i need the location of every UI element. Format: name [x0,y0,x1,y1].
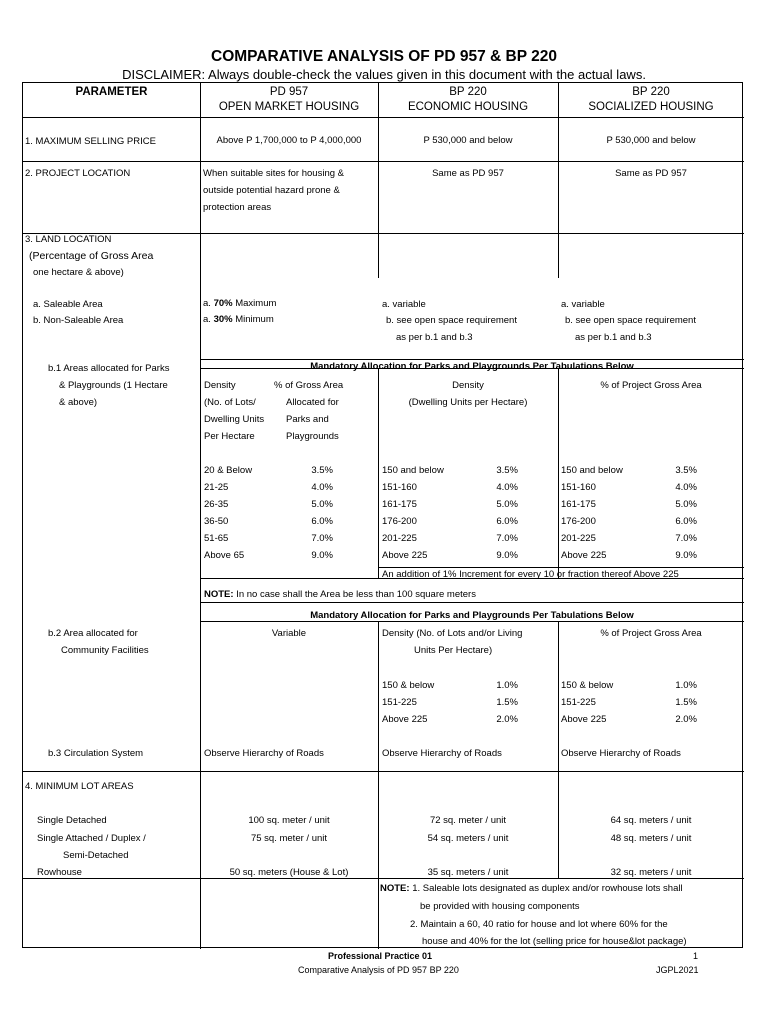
parks-pd957-head-density: Per Hectare [204,431,255,442]
parks-pd957-head-pct: % of Gross Area [274,380,344,391]
lots-note: NOTE: 1. Saleable lots designated as duplex and/or rowhouse lots shall [380,883,683,894]
circulation-label: b.3 Circulation System [48,748,144,759]
community-label: Community Facilities [61,645,149,656]
project-location-socialized: Same as PD 957 [615,168,687,179]
parks-socialized-density: 161-175 [561,499,596,510]
parks-pd957-head-pct: Playgrounds [286,431,339,442]
header-socialized-law: BP 220 [632,86,670,98]
parks-pd957-head-pct: Allocated for [286,397,339,408]
community-socialized-density: 151-225 [561,697,596,708]
parks-pd957-density: Above 65 [204,550,245,561]
parks-socialized-density: 201-225 [561,533,596,544]
lots-economic-attached: 54 sq. meters / unit [427,833,509,844]
parks-economic-density: 161-175 [382,499,417,510]
socialized-nonsaleable: b. see open space requirement [565,315,696,326]
lots-semi-detached: Semi-Detached [63,850,129,861]
parks-pd957-density: 21-25 [204,482,229,493]
project-location-pd957-line: When suitable sites for housing & [203,168,344,179]
community-socialized-pct: 2.0% [675,714,697,725]
parks-socialized-density: 176-200 [561,516,596,527]
header-pd957-law: PD 957 [269,86,309,98]
parks-pd957-pct: 3.5% [311,465,333,476]
lots-single-attached: Single Attached / Duplex / [37,833,146,844]
nonsaleable-area-label: b. Non-Saleable Area [33,315,124,326]
parks-socialized-pct: 7.0% [675,533,697,544]
project-location-economic: Same as PD 957 [432,168,504,179]
community-socialized-pct: 1.0% [675,680,697,691]
socialized-nonsaleable-note: as per b.1 and b.3 [575,332,652,343]
land-location-sub: (Percentage of Gross Area [29,250,154,262]
lots-pd957-detached: 100 sq. meter / unit [248,815,330,826]
community-economic-pct: 2.0% [496,714,518,725]
lots-note-line: 2. Maintain a 60, 40 ratio for house and lot where 60% for the [410,919,668,930]
parks-pd957-pct: 4.0% [311,482,333,493]
community-socialized-pct: 1.5% [675,697,697,708]
comparison-table [22,82,743,948]
saleable-area-label: a. Saleable Area [33,299,103,310]
parks-economic-pct: 3.5% [496,465,518,476]
parks-socialized-density: Above 225 [561,550,607,561]
row-divider [23,233,744,234]
community-economic-density: 151-225 [382,697,417,708]
column-divider [378,621,379,949]
max-price-economic: P 530,000 and below [423,135,513,146]
parks-socialized-pct: 4.0% [675,482,697,493]
parks-economic-pct: 6.0% [496,516,518,527]
circulation-socialized: Observe Hierarchy of Roads [561,748,681,759]
lots-economic-detached: 72 sq. meter / unit [429,815,507,826]
row-divider [200,602,744,603]
parks-label: & Playgrounds (1 Hectare [59,380,168,391]
parks-economic-head: (Dwelling Units per Hectare) [408,397,528,408]
footer-course: Professional Practice 01 [328,951,433,961]
community-label: b.2 Area allocated for [48,628,138,639]
parks-economic-pct: 7.0% [496,533,518,544]
community-mandatory-heading: Mandatory Allocation for Parks and Playgrounds Per Tabulations Below [310,610,634,621]
parks-pd957-pct: 5.0% [311,499,333,510]
lots-pd957-attached: 75 sq. meter / unit [250,833,328,844]
lots-socialized-rowhouse: 32 sq. meters / unit [610,867,692,878]
lots-pd957-rowhouse: 50 sq. meters (House & Lot) [229,867,349,878]
parks-economic-head: Density [452,380,484,391]
header-economic-law: BP 220 [449,86,487,98]
lots-label: 4. MINIMUM LOT AREAS [25,781,134,792]
lots-socialized-attached: 48 sq. meters / unit [610,833,692,844]
parks-mandatory-heading: Mandatory Allocation for Parks and Playgrounds Per Tabulations Below [310,361,634,372]
footer-author: JGPL2021 [656,965,699,975]
lots-rowhouse: Rowhouse [37,867,82,878]
parks-socialized-density: 150 and below [561,465,623,476]
max-price-pd957: Above P 1,700,000 to P 4,000,000 [216,135,362,146]
economic-nonsaleable: b. see open space requirement [386,315,517,326]
community-socialized-density: Above 225 [561,714,607,725]
community-economic-density: Above 225 [382,714,428,725]
economic-saleable: a. variable [382,299,426,310]
parks-label: & above) [59,397,98,408]
parks-socialized-density: 151-160 [561,482,596,493]
parks-socialized-pct: 5.0% [675,499,697,510]
lots-note-line: house and 40% for the lot (selling price for house&lot package) [422,936,687,947]
column-divider [558,368,559,578]
header-pd957-type: OPEN MARKET HOUSING [218,101,360,113]
circulation-pd957: Observe Hierarchy of Roads [204,748,324,759]
pd957-saleable: a. 70% Maximum [203,298,277,309]
header-socialized-type: SOCIALIZED HOUSING [588,101,714,113]
socialized-saleable: a. variable [561,299,605,310]
max-price-socialized: P 530,000 and below [606,135,696,146]
parks-pd957-density: 20 & Below [204,465,253,476]
parks-socialized-pct: 9.0% [675,550,697,561]
lots-single-detached: Single Detached [37,815,107,826]
parks-pd957-density: 51-65 [204,533,229,544]
parks-pd957-density: 26-35 [204,499,229,510]
disclaimer: DISCLAIMER: Always double-check the values given in this document with the actual laws. [122,67,646,82]
parks-economic-density: 201-225 [382,533,417,544]
community-economic-head: Units Per Hectare) [414,645,493,656]
lots-socialized-detached: 64 sq. meters / unit [610,815,692,826]
community-socialized-head: % of Project Gross Area [600,628,702,639]
community-economic-head: Density (No. of Lots and/or Living [382,628,523,639]
parks-economic-pct: 5.0% [496,499,518,510]
parks-economic-density: 176-200 [382,516,417,527]
community-economic-pct: 1.5% [496,697,518,708]
parks-economic-density: 150 and below [382,465,444,476]
land-location-label: 3. LAND LOCATION [25,234,112,245]
parks-pd957-head-density: (No. of Lots/ [204,397,256,408]
row-divider [200,359,744,360]
row-divider [23,117,744,118]
project-location-pd957-line: outside potential hazard prone & [203,185,340,196]
footer-page-number: 1 [693,951,699,961]
parks-economic-density: 151-160 [382,482,417,493]
parks-pd957-pct: 9.0% [311,550,333,561]
parks-increment-note: An addition of 1% Increment for every 10 or fraction thereof Above 225 [382,569,679,580]
project-location-label: 2. PROJECT LOCATION [25,168,131,179]
parks-socialized-pct: 6.0% [675,516,697,527]
max-price-label: 1. MAXIMUM SELLING PRICE [25,136,156,147]
row-divider [23,161,744,162]
row-divider [23,771,744,772]
community-economic-pct: 1.0% [496,680,518,691]
parks-economic-pct: 4.0% [496,482,518,493]
header-economic-type: ECONOMIC HOUSING [407,101,529,113]
parks-area-note: NOTE: In no case shall the Area be less than 100 square meters [204,589,476,600]
parks-label: b.1 Areas allocated for Parks [48,363,170,374]
pd957-nonsaleable: a. 30% Minimum [203,314,274,325]
footer-subtitle: Comparative Analysis of PD 957 BP 220 [298,965,459,975]
parks-pd957-density: 36-50 [204,516,229,527]
parks-pd957-head-density: Dwelling Units [204,414,265,425]
parks-pd957-pct: 6.0% [311,516,333,527]
header-parameter: PARAMETER [75,86,148,98]
economic-nonsaleable-note: as per b.1 and b.3 [396,332,473,343]
row-divider [378,567,744,568]
parks-pd957-head-density: Density [204,380,236,391]
parks-economic-pct: 9.0% [496,550,518,561]
community-economic-density: 150 & below [382,680,435,691]
parks-pd957-pct: 7.0% [311,533,333,544]
parks-socialized-pct: 3.5% [675,465,697,476]
parks-socialized-head: % of Project Gross Area [600,380,702,391]
parks-economic-density: Above 225 [382,550,428,561]
community-socialized-density: 150 & below [561,680,614,691]
document-title: COMPARATIVE ANALYSIS OF PD 957 & BP 220 [211,48,557,65]
project-location-pd957-line: protection areas [203,202,272,213]
circulation-economic: Observe Hierarchy of Roads [382,748,502,759]
parks-pd957-head-pct: Parks and [286,414,329,425]
community-pd957: Variable [271,628,307,639]
lots-economic-rowhouse: 35 sq. meters / unit [427,867,509,878]
land-location-sub: one hectare & above) [33,267,124,278]
lots-note-line: be provided with housing components [420,901,580,912]
